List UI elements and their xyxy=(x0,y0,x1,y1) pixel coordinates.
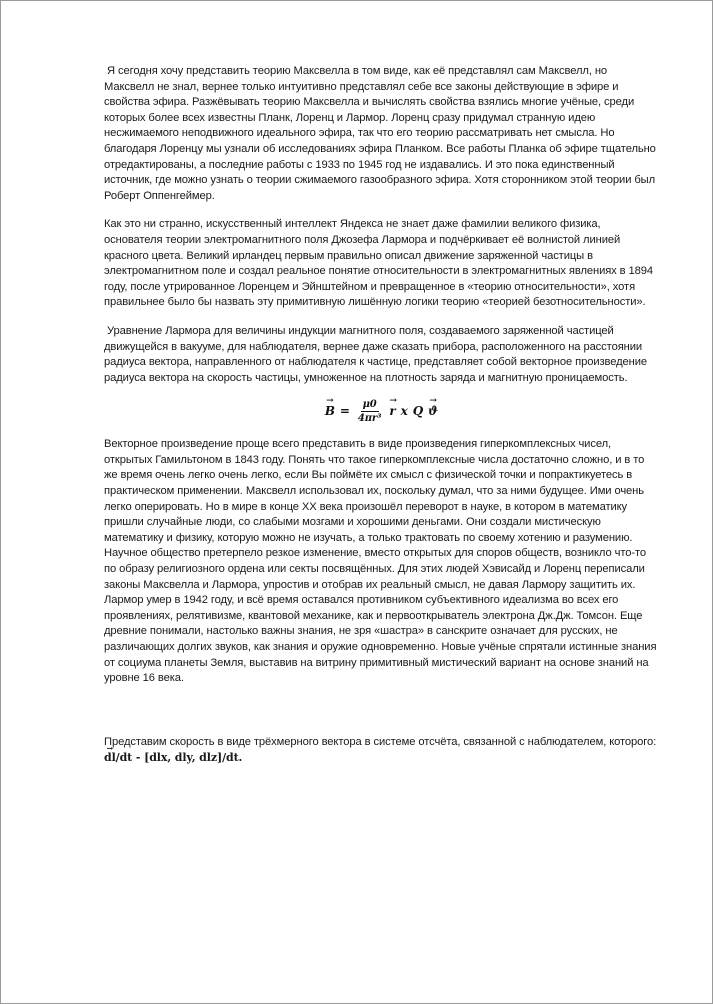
formula-r-vector: → r xyxy=(389,404,395,420)
velocity-formula xyxy=(104,751,242,764)
formula-numerator: μ0 xyxy=(362,399,377,411)
formula-equals: = xyxy=(339,404,350,419)
formula-b-vector: → B xyxy=(325,404,335,420)
formula-fraction xyxy=(356,399,384,425)
paragraph-3: Уравнение Лармора для величины индукции магнитного поля, создаваемого заряженной частицей движущейся в вакууме, для наблюдателя, вернее даже сказать прибора, расположенного на расстоянии радиуса вектора, направленного от наблюдателя к частице, представляет собой векторное произведение радиуса вектора на скорость частицы, умноженное на плотность заряда и магнитную проницаемость. xyxy=(104,324,647,384)
velocity-formula-rest: /dt - [dlx, dly, dlz]/dt. xyxy=(115,751,243,765)
paragraph-5 xyxy=(104,734,659,767)
formula-denominator: 4πr³ xyxy=(357,413,382,425)
larmor-formula xyxy=(104,399,659,425)
document-body xyxy=(104,64,659,780)
paragraph-2: Как это ни странно, искусственный интеллект Яндекса не знает даже фамилии великого физика, основателя теории электромагнитного поля Джозефа Лармора и подчёркивает её волнистой линией красного цвета. Великий ирландец первым правильно описал движение заряженной частицы в электромагнитном поле и создал реальное понятие относительности в электромагнитных явлениях в 1894 году, после утрированное Лоренцем и Эйнштейном и превращенное в «теорию относительности», хотя правильнее было бы назвать эту примитивную лишённую логики теорию «теорией безотносительности». xyxy=(104,218,654,309)
velocity-dl-vector: → dl xyxy=(104,750,116,766)
formula-times: x xyxy=(400,404,408,419)
paragraph-4: Векторное произведение проще всего представить в виде произведения гиперкомплексных чисел, открытых Гамильтоном в 1843 году. Понять что такое гиперкомплексные числа достаточно сложно, и в то же время очень легко очень легко, если Вы поймёте их смысл с физической точки и попрактикуетесь в практическом применении. Максвелл использовал их, поскольку думал, что за ними будущее. Ими очень легко оперировать. Но в мире в конце XX века произошёл переворот в науке, в котором в математику пришли случайные люди, со слабыми мозгами и хорошими деньгами. Они создали мистическую математику и физику, которую можно не изучать, а только трактовать по своему хотению и разумению. Научное общество претерпело резкое изменение, вместо открытых для споров обществ, возникло что-то по образу религиозного ордена или секты посвящённых. Для этих людей Хэвисайд и Лоренц переписали законы Максвелла и Лармора, упростив и отобрав их реальный смысл, не давая Лармору защитить их. Лармор умер в 1942 году, и всё время оставался противником субъективного идеализма во всех его проявлениях, релятивизме, квантовой механике, как и первооткрыватель электрона Дж.Дж. Томсон. Еще древние понимали, настолько важны знания, не зря «шастра» в санскрите означает для русских, не различающих долгих звуков, как знания и оружие одновременно. Новые учёные спрятали истинные знания от социума планеты Земля, выставив на витрину примитивный мистический вариант на основе знаний на уровне 16 века. xyxy=(104,438,657,685)
paragraph-5-text: Представим скорость в виде трёхмерного вектора в системе отсчёта, связанной с наблюдателем, которого: xyxy=(104,735,657,748)
formula-v-vector: → ϑ xyxy=(428,404,438,420)
paragraph-1: Я сегодня хочу представить теорию Максвелла в том виде, как её представлял сам Максвелл, но Максвелл не знал, вернее только интуитивно представлял себе все законы действующие в эфире и свойства эфира. Разжёвывать теорию Максвелла и вычислять свойства взялись многие учёные, среди которых более всех известны Планк, Лоренц и Лармор. Лоренц сразу придумал странную идею несжимаемого неподвижного идеального эфира, так что его теорию рассматривать нет смысла. Но благодаря Лоренцу мы узнали об исследованиях эфира Планком. Все работы Планка об эфире тщательно отредактированы, а последние работы с 1933 по 1945 год не издавались. И это пока единственный источник, где можно узнать о теории сжимаемого газообразного эфира. Хотя сторонником этой теории был Роберт Оппенгеймер. xyxy=(104,65,656,202)
formula-charge: Q xyxy=(412,404,424,419)
